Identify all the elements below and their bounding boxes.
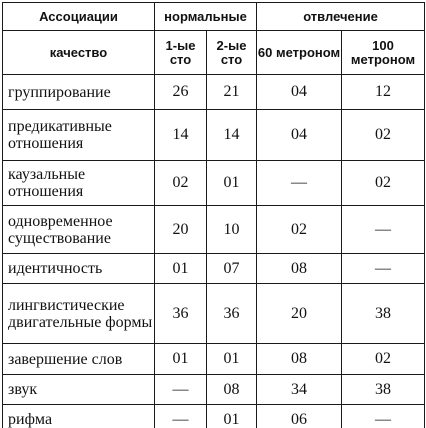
- cell-value: 01: [207, 161, 257, 206]
- cell-value: 36: [207, 284, 257, 344]
- cell-value: 20: [257, 284, 342, 344]
- cell-value: 01: [155, 344, 207, 375]
- header-quality: качество: [3, 31, 155, 75]
- cell-value: 04: [257, 110, 342, 161]
- header-col-metronome-60: 60 метроном: [257, 31, 342, 75]
- table-row: [3, 161, 425, 206]
- cell-value: —: [342, 206, 425, 254]
- row-label: лингвистические двигательные формы: [3, 284, 155, 344]
- cell-value: 08: [207, 375, 257, 405]
- cell-value: 08: [257, 254, 342, 284]
- table-row: [3, 344, 425, 375]
- row-label: рифма: [3, 405, 155, 428]
- cell-value: 10: [207, 206, 257, 254]
- table-row: [3, 284, 425, 344]
- header-col-first-hundred: 1-ые сто: [155, 31, 207, 75]
- cell-value: 12: [342, 75, 425, 110]
- row-label: каузальные отношения: [3, 161, 155, 206]
- cell-value: 20: [155, 206, 207, 254]
- header-distraction: отвлечение: [257, 3, 425, 31]
- association-table: [2, 2, 425, 428]
- cell-value: 06: [257, 405, 342, 428]
- cell-value: 36: [155, 284, 207, 344]
- row-label: идентичность: [3, 254, 155, 284]
- cell-value: 02: [257, 206, 342, 254]
- table-row: [3, 375, 425, 405]
- cell-value: —: [342, 254, 425, 284]
- cell-value: —: [155, 375, 207, 405]
- cell-value: 04: [257, 75, 342, 110]
- row-label: предикативные отношения: [3, 110, 155, 161]
- cell-value: 01: [207, 405, 257, 428]
- table-row: [3, 206, 425, 254]
- table-row: [3, 75, 425, 110]
- cell-value: 14: [155, 110, 207, 161]
- row-label: завершение слов: [3, 344, 155, 375]
- header-normal: нормальные: [155, 3, 257, 31]
- cell-value: 02: [155, 161, 207, 206]
- cell-value: 21: [207, 75, 257, 110]
- cell-value: 07: [207, 254, 257, 284]
- table-row: [3, 110, 425, 161]
- cell-value: 34: [257, 375, 342, 405]
- header-row-main: [3, 3, 425, 31]
- cell-value: 02: [342, 344, 425, 375]
- cell-value: 01: [155, 254, 207, 284]
- cell-value: 02: [342, 110, 425, 161]
- row-label: звук: [3, 375, 155, 405]
- header-row-sub: [3, 31, 425, 75]
- cell-value: 38: [342, 284, 425, 344]
- header-associations: Ассоциации: [3, 3, 155, 31]
- header-col-metronome-100: 100 метроном: [342, 31, 425, 75]
- cell-value: 08: [257, 344, 342, 375]
- cell-value: —: [342, 405, 425, 428]
- row-label: одновременное существование: [3, 206, 155, 254]
- cell-value: —: [257, 161, 342, 206]
- table-row: [3, 405, 425, 428]
- header-col-second-hundred: 2-ые сто: [207, 31, 257, 75]
- cell-value: 38: [342, 375, 425, 405]
- table-row: [3, 254, 425, 284]
- cell-value: 26: [155, 75, 207, 110]
- cell-value: 14: [207, 110, 257, 161]
- cell-value: 01: [207, 344, 257, 375]
- cell-value: —: [155, 405, 207, 428]
- cell-value: 02: [342, 161, 425, 206]
- row-label: группирование: [3, 75, 155, 110]
